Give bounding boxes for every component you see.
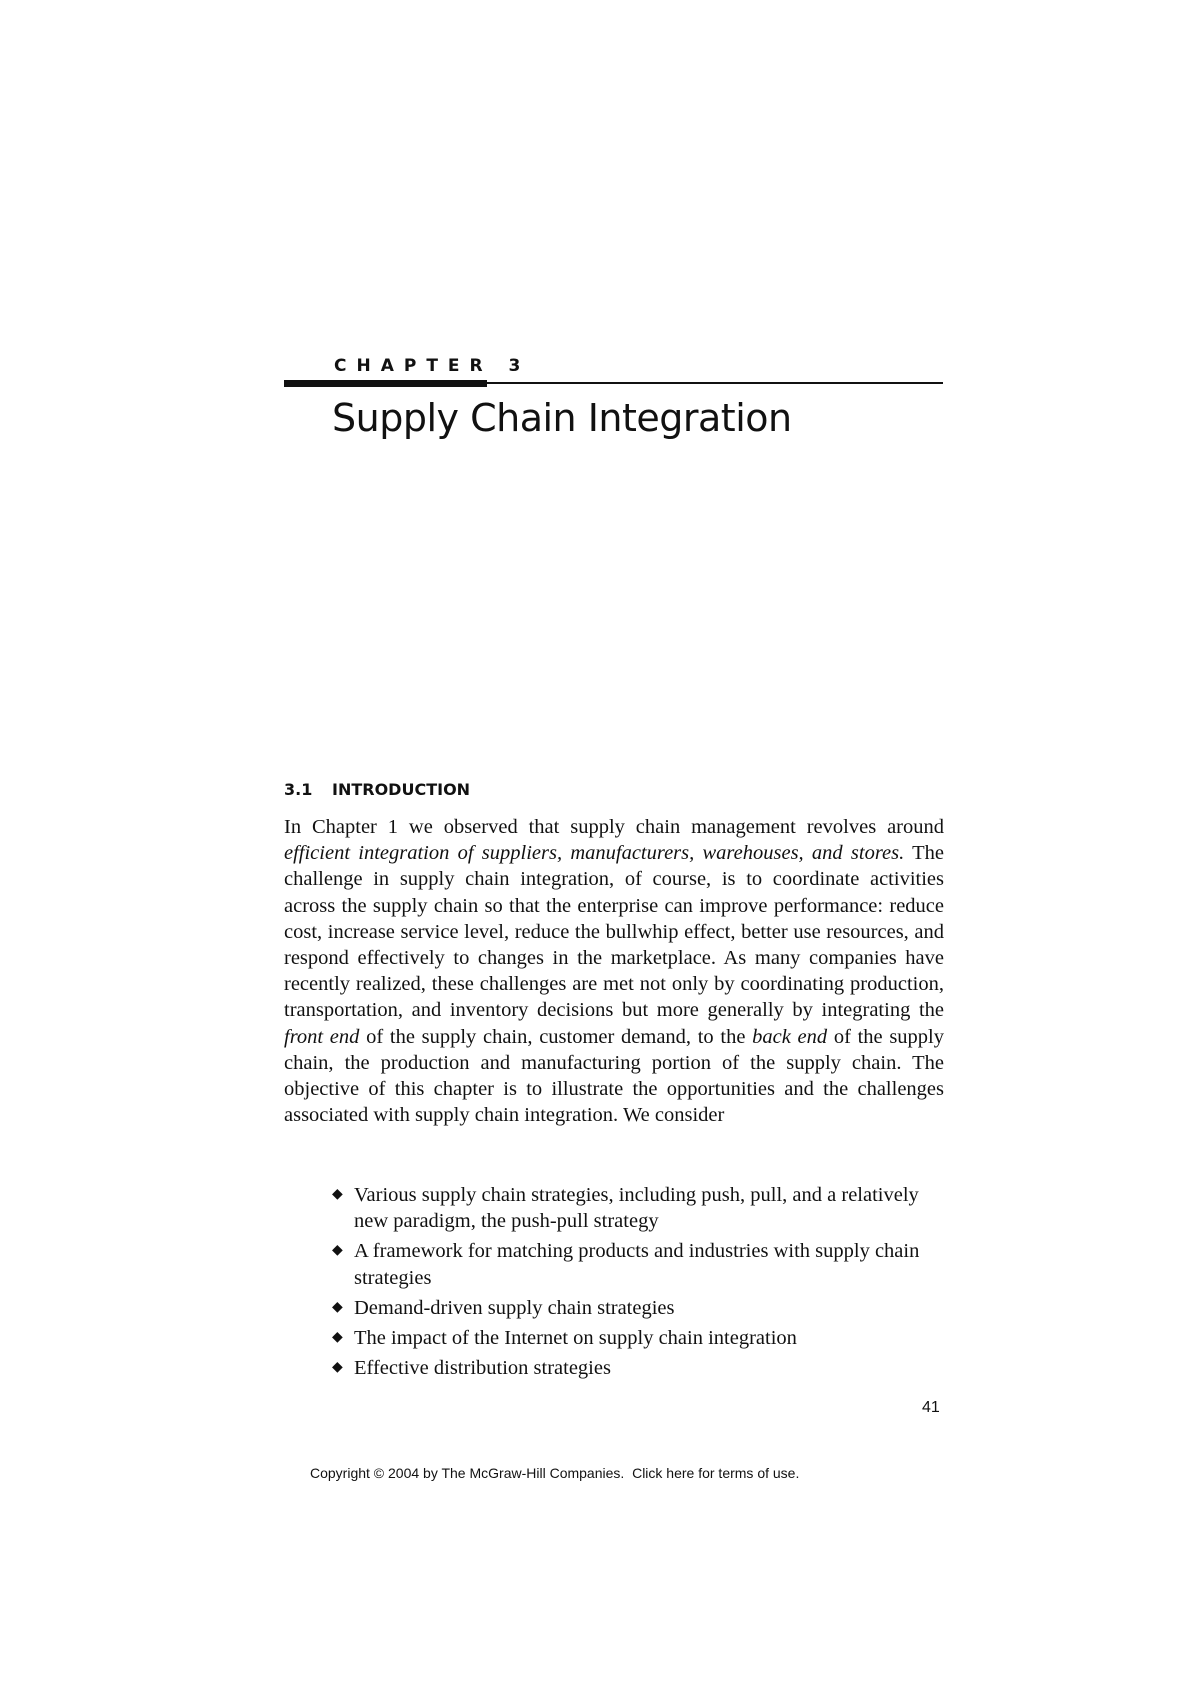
emphasis-text: back end — [752, 1025, 828, 1048]
list-item — [332, 1295, 932, 1321]
list-item-text: Effective distribution strategies — [354, 1357, 611, 1380]
topic-list — [332, 1182, 932, 1385]
list-item — [332, 1182, 932, 1234]
paragraph-text: of the supply chain, the production and manufacturing portion of the supply chain. The objective of this chapter is to illustrate the opportunities and the challenges associated with supply chain integration. We consider — [284, 1025, 945, 1127]
list-item — [332, 1355, 932, 1381]
emphasis-text: efficient integration of suppliers, manufacturers, warehouses, and stores. — [284, 842, 905, 865]
section-title: INTRODUCTION — [332, 780, 471, 799]
diamond-bullet-icon: ◆ — [332, 1299, 343, 1315]
list-item — [332, 1238, 932, 1290]
terms-of-use-link[interactable]: Click here for terms of use. — [632, 1465, 800, 1481]
diamond-bullet-icon: ◆ — [332, 1330, 343, 1346]
chapter-rule-thin — [487, 382, 943, 384]
section-heading — [284, 780, 470, 799]
list-item-text: Various supply chain strategies, including push, pull, and a relatively new paradigm, the push-pull strategy — [354, 1184, 919, 1233]
diamond-bullet-icon: ◆ — [332, 1360, 343, 1376]
copyright-text: Copyright © 2004 by The McGraw-Hill Companies. — [310, 1465, 625, 1481]
list-item-text: Demand-driven supply chain strategies — [354, 1296, 675, 1319]
paragraph-text: of the supply chain, customer demand, to the — [359, 1025, 753, 1048]
list-item-text: The impact of the Internet on supply chain integration — [354, 1327, 797, 1350]
diamond-bullet-icon: ◆ — [332, 1243, 343, 1259]
chapter-title: Supply Chain Integration — [332, 396, 792, 440]
intro-paragraph — [284, 814, 944, 1128]
list-item — [332, 1325, 932, 1351]
chapter-rule-thick — [284, 380, 487, 387]
diamond-bullet-icon: ◆ — [332, 1187, 343, 1202]
copyright-footer — [310, 1465, 799, 1481]
paragraph-text: The challenge in supply chain integration, of course, is to coordinate activities across the supply chain so that the enterprise can improve performance: reduce cost, increase service level, reduce the bullwhip effect, better use resources, and respond effectively to changes in the marketplace. As many companies have recently realized, these challenges are met not only by coordinating production, transportation, and inventory decisions but more generally by integrating the — [284, 842, 944, 1022]
chapter-label: CHAPTER 3 — [334, 356, 531, 376]
list-item-text: A framework for matching products and industries with supply chain strategies — [354, 1240, 920, 1289]
paragraph-text: In Chapter 1 we observed that supply chain management revolves around — [284, 816, 944, 838]
emphasis-text: front end — [284, 1025, 360, 1048]
page-number: 41 — [922, 1399, 940, 1416]
section-number: 3.1 — [284, 780, 313, 799]
